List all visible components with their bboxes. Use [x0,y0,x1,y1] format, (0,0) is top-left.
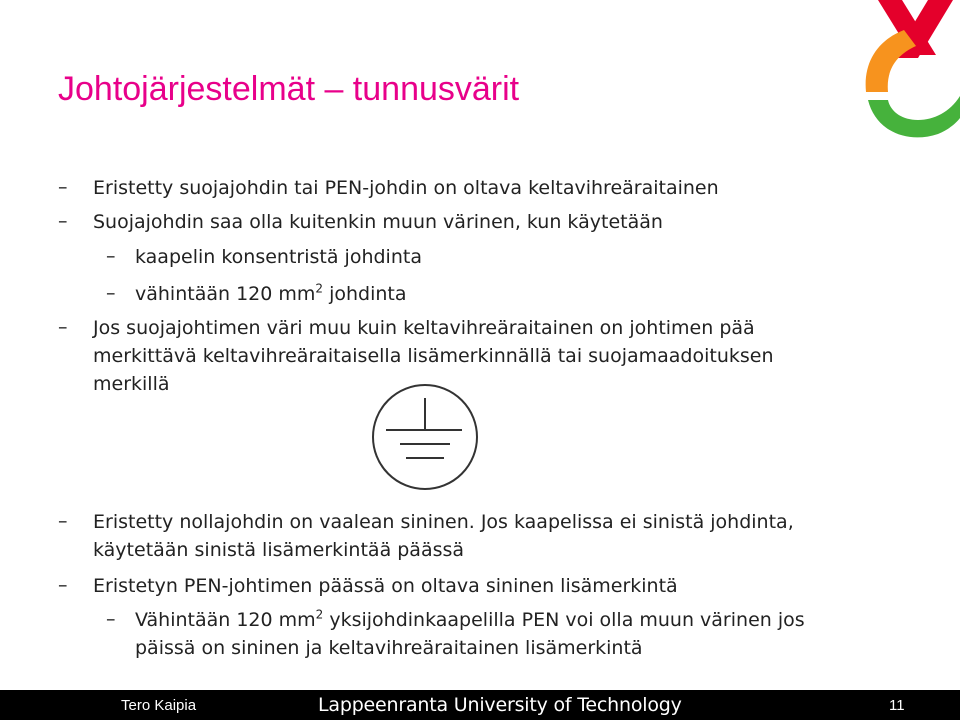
footer-bar [0,690,960,720]
bullet-text: Eristetty suojajohdin tai PEN-johdin on oltava keltavihreäraitainen [93,177,719,199]
footer-author: Tero Kaipia [121,697,197,714]
bullet-dash: – [58,176,68,198]
bullet-dash: – [58,574,68,596]
slide-title: Johtojärjestelmät – tunnusvärit [58,70,520,108]
superscript: 2 [315,607,324,622]
superscript: 2 [315,281,324,296]
bullet-dash: – [58,316,68,338]
bullet-text: Suojajohdin saa olla kuitenkin muun värinen, kun käytetään [93,211,663,233]
text-part: yksijohdinkaapelilla PEN voi olla muun värinen jos [323,609,805,631]
bullet-text: Eristetty nollajohdin on vaalean sininen. Jos kaapelissa ei sinistä johdinta, [93,511,794,533]
sub-bullet-text: kaapelin konsentristä johdinta [135,246,422,268]
bullet-text: merkillä [93,373,170,395]
bullet-text: Eristetyn PEN-johtimen päässä on oltava sininen lisämerkintä [93,575,678,597]
sub-bullet-text [135,282,407,306]
sub-bullet-text [135,608,805,632]
text-part: vähintään 120 mm [135,283,316,305]
sub-bullet-dash: – [106,608,116,630]
bullet-text: käytetään sinistä lisämerkintää päässä [93,539,465,561]
lut-logo [858,0,960,146]
logo-green-arc [868,96,960,137]
bullet-dash: – [58,510,68,532]
text-part: johdinta [323,283,407,305]
sub-bullet-dash: – [106,282,116,304]
footer-university: Lappeenranta University of Technology [318,694,682,716]
bullet-text: Jos suojajohtimen väri muu kuin keltavihreäraitainen on johtimen pää [93,317,755,339]
sub-bullet-text: päissä on sininen ja keltavihreäraitainen lisämerkintä [135,637,643,659]
protective-earth-icon [370,382,480,492]
text-part: Vähintään 120 mm [135,609,316,631]
bullet-text: merkittävä keltavihreäraitaisella lisämerkinnällä tai suojamaadoituksen [93,345,774,367]
sub-bullet-dash: – [106,245,116,267]
logo-orange-arc [866,30,916,92]
bullet-dash: – [58,210,68,232]
page-number: 11 [889,697,905,714]
